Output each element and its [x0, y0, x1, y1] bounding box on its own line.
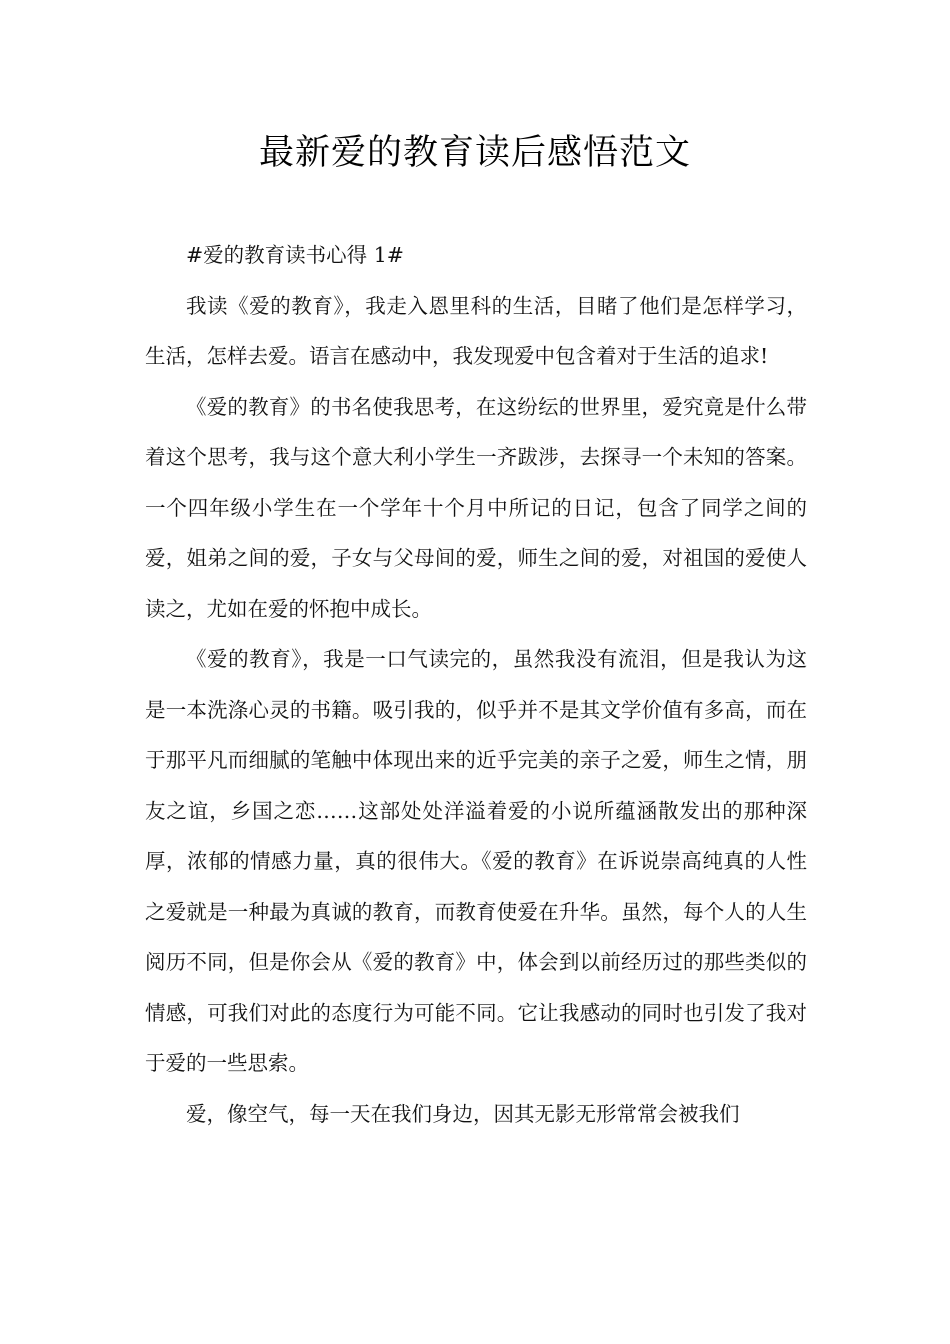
paragraph-heading: #爱的教育读书心得 1# [186, 243, 404, 267]
paragraph: 我读《爱的教育》，我走入恩里科的生活，目睹了他们是怎样学习，生活，怎样去爱。语言在感动中，我发现爱中包含着对于生活的追求! [145, 293, 807, 368]
paragraph: 《爱的教育》的书名使我思考，在这纷纭的世界里，爱究竟是什么带着这个思考，我与这个意大利小学生一齐跋涉，去探寻一个未知的答案。一个四年级小学生在一个学年十个月中所记的日记，包含了同学之间的爱，姐弟之间的爱，子女与父母间的爱，师生之间的爱，对祖国的爱使人读之，尤如在爱的怀抱中成长。 [145, 394, 807, 621]
document-title: 最新爱的教育读后感悟范文 [258, 133, 691, 173]
document-body [145, 230, 807, 1139]
paragraph: 爱，像空气，每一天在我们身边，因其无影无形常常会被我们 [186, 1101, 740, 1126]
paragraph: 《爱的教育》，我是一口气读完的，虽然我没有流泪，但是我认为这是一本洗涤心灵的书籍。吸引我的，似乎并不是其文学价值有多高，而在于那平凡而细腻的笔触中体现出来的近乎完美的亲子之爱，师生之情，朋友之谊，乡国之恋……这部处处洋溢着爱的小说所蕴涵散发出的那种深厚，浓郁的情感力量，真的很伟大。《爱的教育》在诉说崇高纯真的人性之爱就是一种最为真诚的教育，而教育使爱在升华。虽然，每个人的人生阅历不同，但是你会从《爱的教育》中，体会到以前经历过的那些类似的情感，可我们对此的态度行为可能不同。它让我感动的同时也引发了我对于爱的一些思索。 [145, 647, 807, 1075]
